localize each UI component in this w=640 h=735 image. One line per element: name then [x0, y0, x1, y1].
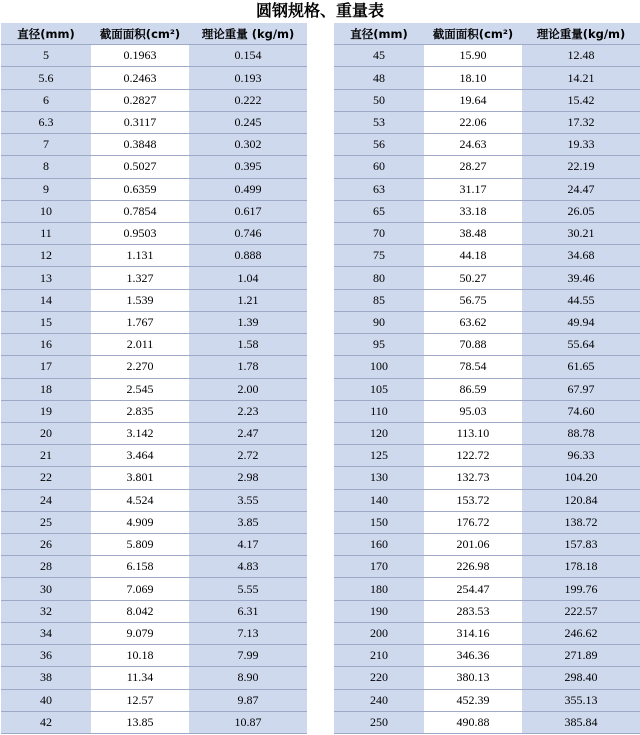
cell-diameter: 220	[334, 667, 424, 688]
cell-weight: 3.85	[189, 512, 307, 533]
cell-diameter: 24	[1, 490, 91, 511]
cell-weight: 0.245	[189, 112, 307, 133]
table-row	[1, 45, 307, 67]
table-row	[334, 445, 640, 467]
table-row	[334, 379, 640, 401]
cell-diameter: 170	[334, 556, 424, 577]
cell-area: 33.18	[424, 201, 522, 222]
cell-diameter: 22	[1, 467, 91, 488]
cell-area: 95.03	[424, 401, 522, 422]
cell-weight: 1.39	[189, 312, 307, 333]
header-weight: 理论重量(kg/m)	[522, 23, 640, 44]
table-gap	[307, 23, 334, 734]
cell-diameter: 17	[1, 356, 91, 377]
cell-weight: 9.87	[189, 690, 307, 711]
cell-weight: 4.83	[189, 556, 307, 577]
cell-area: 4.524	[91, 490, 189, 511]
cell-area: 4.909	[91, 512, 189, 533]
cell-weight: 271.89	[522, 645, 640, 666]
cell-area: 1.131	[91, 245, 189, 266]
cell-diameter: 30	[1, 578, 91, 599]
table-row	[334, 290, 640, 312]
cell-diameter: 32	[1, 601, 91, 622]
cell-diameter: 85	[334, 290, 424, 311]
cell-area: 0.9503	[91, 223, 189, 244]
cell-area: 380.13	[424, 667, 522, 688]
cell-area: 0.1963	[91, 45, 189, 66]
cell-area: 0.7854	[91, 201, 189, 222]
cell-weight: 17.32	[522, 112, 640, 133]
cell-diameter: 105	[334, 379, 424, 400]
cell-diameter: 6.3	[1, 112, 91, 133]
table-row	[1, 423, 307, 445]
cell-area: 3.801	[91, 467, 189, 488]
cell-diameter: 53	[334, 112, 424, 133]
table-row	[1, 356, 307, 378]
left-table	[1, 23, 307, 734]
cell-diameter: 95	[334, 334, 424, 355]
cell-area: 5.809	[91, 534, 189, 555]
table-row	[334, 645, 640, 667]
cell-diameter: 26	[1, 534, 91, 555]
table-row	[1, 534, 307, 556]
cell-area: 12.57	[91, 690, 189, 711]
cell-diameter: 160	[334, 534, 424, 555]
cell-diameter: 150	[334, 512, 424, 533]
cell-diameter: 18	[1, 379, 91, 400]
cell-area: 201.06	[424, 534, 522, 555]
cell-weight: 8.90	[189, 667, 307, 688]
cell-area: 2.835	[91, 401, 189, 422]
cell-diameter: 40	[1, 690, 91, 711]
cell-diameter: 130	[334, 467, 424, 488]
cell-area: 2.545	[91, 379, 189, 400]
cell-area: 153.72	[424, 490, 522, 511]
cell-diameter: 6	[1, 90, 91, 111]
cell-diameter: 5	[1, 45, 91, 66]
cell-diameter: 65	[334, 201, 424, 222]
cell-weight: 49.94	[522, 312, 640, 333]
table-row	[1, 334, 307, 356]
cell-area: 113.10	[424, 423, 522, 444]
cell-weight: 199.76	[522, 578, 640, 599]
cell-diameter: 50	[334, 90, 424, 111]
cell-weight: 298.40	[522, 667, 640, 688]
cell-diameter: 75	[334, 245, 424, 266]
cell-weight: 22.19	[522, 156, 640, 177]
cell-diameter: 110	[334, 401, 424, 422]
cell-area: 226.98	[424, 556, 522, 577]
cell-diameter: 190	[334, 601, 424, 622]
table-header-row	[1, 23, 307, 45]
table-row	[1, 201, 307, 223]
cell-diameter: 38	[1, 667, 91, 688]
table-row	[1, 312, 307, 334]
cell-weight: 6.31	[189, 601, 307, 622]
cell-weight: 157.83	[522, 534, 640, 555]
table-row	[334, 690, 640, 712]
cell-area: 452.39	[424, 690, 522, 711]
cell-diameter: 48	[334, 67, 424, 88]
table-row	[1, 623, 307, 645]
cell-weight: 74.60	[522, 401, 640, 422]
cell-diameter: 180	[334, 578, 424, 599]
cell-area: 8.042	[91, 601, 189, 622]
table-row	[1, 601, 307, 623]
cell-weight: 0.302	[189, 134, 307, 155]
table-row	[334, 401, 640, 423]
table-row	[334, 267, 640, 289]
cell-weight: 1.04	[189, 267, 307, 288]
cell-diameter: 28	[1, 556, 91, 577]
table-row	[1, 445, 307, 467]
cell-diameter: 16	[1, 334, 91, 355]
table-row	[1, 134, 307, 156]
header-area: 截面面积(cm²)	[91, 23, 189, 44]
table-row	[334, 512, 640, 534]
cell-area: 9.079	[91, 623, 189, 644]
right-table	[334, 23, 640, 734]
cell-diameter: 5.6	[1, 67, 91, 88]
table-row	[334, 667, 640, 689]
cell-area: 3.142	[91, 423, 189, 444]
cell-area: 1.767	[91, 312, 189, 333]
cell-diameter: 15	[1, 312, 91, 333]
cell-weight: 120.84	[522, 490, 640, 511]
cell-weight: 2.98	[189, 467, 307, 488]
table-row	[334, 601, 640, 623]
cell-weight: 12.48	[522, 45, 640, 66]
cell-diameter: 80	[334, 267, 424, 288]
cell-area: 38.48	[424, 223, 522, 244]
cell-diameter: 14	[1, 290, 91, 311]
cell-weight: 14.21	[522, 67, 640, 88]
cell-diameter: 60	[334, 156, 424, 177]
table-row	[334, 245, 640, 267]
cell-diameter: 34	[1, 623, 91, 644]
cell-weight: 0.617	[189, 201, 307, 222]
table-row	[334, 490, 640, 512]
cell-weight: 178.18	[522, 556, 640, 577]
table-row	[1, 645, 307, 667]
cell-weight: 0.395	[189, 156, 307, 177]
table-row	[334, 223, 640, 245]
cell-area: 7.069	[91, 578, 189, 599]
table-row	[1, 467, 307, 489]
cell-area: 18.10	[424, 67, 522, 88]
cell-weight: 55.64	[522, 334, 640, 355]
cell-area: 50.27	[424, 267, 522, 288]
cell-diameter: 100	[334, 356, 424, 377]
table-row	[334, 201, 640, 223]
cell-diameter: 42	[1, 712, 91, 733]
cell-area: 11.34	[91, 667, 189, 688]
table-row	[1, 512, 307, 534]
cell-diameter: 56	[334, 134, 424, 155]
cell-weight: 2.23	[189, 401, 307, 422]
cell-weight: 2.00	[189, 379, 307, 400]
table-row	[334, 623, 640, 645]
cell-weight: 0.154	[189, 45, 307, 66]
cell-area: 31.17	[424, 179, 522, 200]
cell-area: 1.539	[91, 290, 189, 311]
cell-area: 283.53	[424, 601, 522, 622]
cell-weight: 1.78	[189, 356, 307, 377]
cell-area: 0.5027	[91, 156, 189, 177]
cell-weight: 24.47	[522, 179, 640, 200]
table-row	[334, 534, 640, 556]
cell-area: 22.06	[424, 112, 522, 133]
header-diameter: 直径(mm)	[1, 23, 91, 44]
cell-area: 176.72	[424, 512, 522, 533]
cell-area: 3.464	[91, 445, 189, 466]
header-diameter: 直径(mm)	[334, 23, 424, 44]
cell-area: 6.158	[91, 556, 189, 577]
cell-weight: 39.46	[522, 267, 640, 288]
cell-diameter: 7	[1, 134, 91, 155]
cell-diameter: 10	[1, 201, 91, 222]
cell-area: 490.88	[424, 712, 522, 733]
table-row	[334, 712, 640, 734]
cell-area: 15.90	[424, 45, 522, 66]
table-row	[334, 578, 640, 600]
cell-diameter: 250	[334, 712, 424, 733]
table-row	[334, 179, 640, 201]
cell-area: 0.2827	[91, 90, 189, 111]
cell-weight: 0.193	[189, 67, 307, 88]
cell-diameter: 70	[334, 223, 424, 244]
cell-area: 24.63	[424, 134, 522, 155]
cell-weight: 246.62	[522, 623, 640, 644]
cell-weight: 67.97	[522, 379, 640, 400]
table-row	[1, 578, 307, 600]
table-row	[334, 134, 640, 156]
table-row	[1, 179, 307, 201]
cell-weight: 15.42	[522, 90, 640, 111]
cell-diameter: 20	[1, 423, 91, 444]
cell-weight: 0.499	[189, 179, 307, 200]
cell-weight: 44.55	[522, 290, 640, 311]
cell-area: 86.59	[424, 379, 522, 400]
cell-weight: 3.55	[189, 490, 307, 511]
cell-weight: 26.05	[522, 201, 640, 222]
table-row	[1, 223, 307, 245]
cell-weight: 7.99	[189, 645, 307, 666]
cell-weight: 34.68	[522, 245, 640, 266]
cell-weight: 7.13	[189, 623, 307, 644]
table-row	[334, 356, 640, 378]
table-row	[334, 556, 640, 578]
cell-diameter: 210	[334, 645, 424, 666]
cell-weight: 88.78	[522, 423, 640, 444]
page-title: 圆钢规格、重量表	[255, 1, 384, 20]
cell-weight: 2.47	[189, 423, 307, 444]
cell-area: 63.62	[424, 312, 522, 333]
cell-weight: 61.65	[522, 356, 640, 377]
table-row	[1, 379, 307, 401]
cell-weight: 138.72	[522, 512, 640, 533]
cell-weight: 355.13	[522, 690, 640, 711]
cell-weight: 0.222	[189, 90, 307, 111]
cell-diameter: 19	[1, 401, 91, 422]
table-row	[334, 90, 640, 112]
cell-diameter: 240	[334, 690, 424, 711]
cell-area: 56.75	[424, 290, 522, 311]
table-row	[1, 245, 307, 267]
cell-area: 13.85	[91, 712, 189, 733]
cell-area: 0.6359	[91, 179, 189, 200]
cell-area: 1.327	[91, 267, 189, 288]
cell-diameter: 25	[1, 512, 91, 533]
cell-area: 346.36	[424, 645, 522, 666]
cell-area: 19.64	[424, 90, 522, 111]
cell-area: 44.18	[424, 245, 522, 266]
table-row	[334, 67, 640, 89]
cell-area: 122.72	[424, 445, 522, 466]
cell-weight: 1.58	[189, 334, 307, 355]
cell-weight: 19.33	[522, 134, 640, 155]
table-row	[334, 467, 640, 489]
cell-diameter: 8	[1, 156, 91, 177]
cell-weight: 1.21	[189, 290, 307, 311]
cell-diameter: 21	[1, 445, 91, 466]
table-row	[1, 112, 307, 134]
cell-diameter: 11	[1, 223, 91, 244]
cell-diameter: 45	[334, 45, 424, 66]
cell-weight: 0.746	[189, 223, 307, 244]
cell-area: 2.011	[91, 334, 189, 355]
table-row	[1, 290, 307, 312]
table-row	[334, 312, 640, 334]
cell-diameter: 125	[334, 445, 424, 466]
cell-area: 0.2463	[91, 67, 189, 88]
table-row	[334, 156, 640, 178]
cell-weight: 30.21	[522, 223, 640, 244]
cell-diameter: 36	[1, 645, 91, 666]
cell-area: 0.3117	[91, 112, 189, 133]
cell-area: 70.88	[424, 334, 522, 355]
table-row	[1, 267, 307, 289]
cell-area: 78.54	[424, 356, 522, 377]
cell-weight: 4.17	[189, 534, 307, 555]
table-header-row	[334, 23, 640, 45]
table-row	[1, 156, 307, 178]
cell-diameter: 13	[1, 267, 91, 288]
cell-area: 132.73	[424, 467, 522, 488]
cell-diameter: 200	[334, 623, 424, 644]
table-row	[334, 45, 640, 67]
header-area: 截面面积(cm²)	[424, 23, 522, 44]
cell-diameter: 9	[1, 179, 91, 200]
table-row	[334, 334, 640, 356]
cell-area: 0.3848	[91, 134, 189, 155]
table-row	[1, 556, 307, 578]
cell-area: 10.18	[91, 645, 189, 666]
cell-weight: 5.55	[189, 578, 307, 599]
table-row	[1, 90, 307, 112]
header-weight: 理论重量 (kg/m)	[189, 23, 307, 44]
cell-area: 2.270	[91, 356, 189, 377]
table-row	[1, 712, 307, 734]
cell-weight: 104.20	[522, 467, 640, 488]
cell-area: 314.16	[424, 623, 522, 644]
cell-weight: 10.87	[189, 712, 307, 733]
table-row	[1, 490, 307, 512]
table-row	[334, 112, 640, 134]
cell-weight: 385.84	[522, 712, 640, 733]
cell-diameter: 120	[334, 423, 424, 444]
cell-diameter: 63	[334, 179, 424, 200]
cell-area: 254.47	[424, 578, 522, 599]
table-row	[334, 423, 640, 445]
cell-weight: 222.57	[522, 601, 640, 622]
table-row	[1, 401, 307, 423]
table-row	[1, 690, 307, 712]
cell-weight: 2.72	[189, 445, 307, 466]
cell-weight: 0.888	[189, 245, 307, 266]
cell-weight: 96.33	[522, 445, 640, 466]
table-row	[1, 67, 307, 89]
cell-diameter: 140	[334, 490, 424, 511]
cell-diameter: 12	[1, 245, 91, 266]
cell-area: 28.27	[424, 156, 522, 177]
table-row	[1, 667, 307, 689]
cell-diameter: 90	[334, 312, 424, 333]
